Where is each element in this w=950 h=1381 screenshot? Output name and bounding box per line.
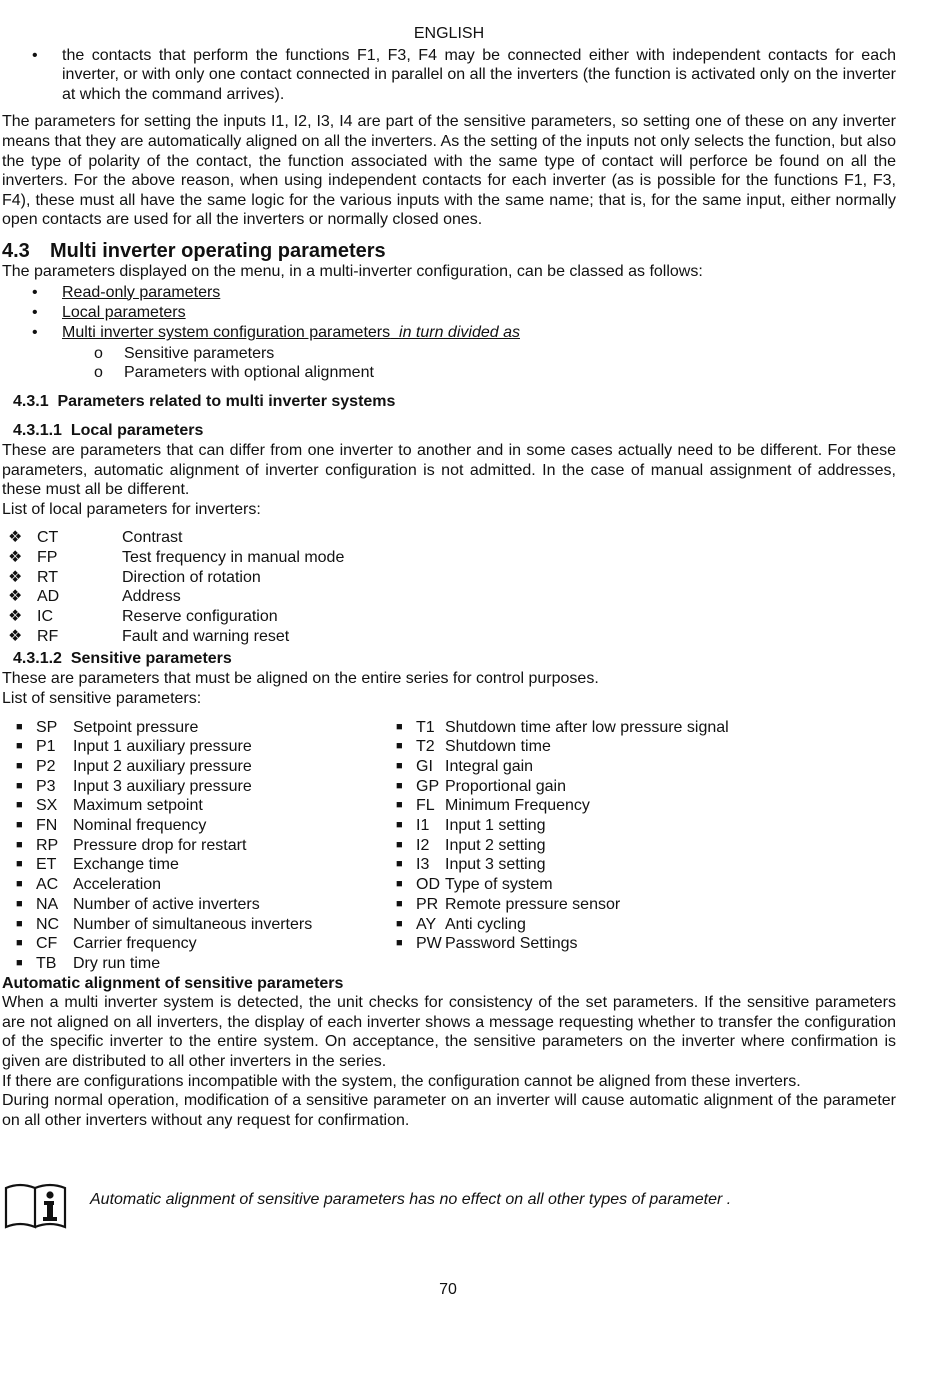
bullet-dot: • — [32, 46, 38, 64]
square-bullet-icon: ■ — [16, 917, 23, 930]
list-item: • Local parameters — [32, 303, 186, 321]
subsection-heading: 4.3.1 Parameters related to multi inverter systems — [13, 392, 396, 410]
list-item: ❖ AD Address — [8, 588, 181, 606]
sensitive-list-lead: List of sensitive parameters: — [2, 690, 202, 708]
diamond-bullet-icon: ❖ — [8, 549, 23, 566]
page-header: ENGLISH — [413, 25, 485, 42]
list-item: o Parameters with optional alignment — [94, 364, 374, 382]
info-note — [4, 1180, 904, 1230]
sensitive-text: These are parameters that must be aligned on the entire series for control purposes. — [2, 670, 599, 688]
section-lead: The parameters displayed on the menu, in a multi-inverter configuration, can be classed as follows: — [2, 262, 703, 280]
diamond-bullet-icon: ❖ — [8, 608, 23, 626]
square-bullet-icon: ■ — [396, 819, 403, 832]
intro-paragraph: The parameters for setting the inputs I1, I2, I3, I4 are part of the sensitive parameters, so setting one of these on any inverter means that they are automatically aligned on all the inverters. As the setting of the inputs not only selects the function, but also the type of polarity of the contact, the function associated with the same type of contact will perforce be found on all the inverters. For the above reason, when using independent contacts for each inverter (as is possible for the functions F1, F3, F4), these must all have the same logic for the various inputs with the same name; that is, for the same input, either normally open contacts are used for all the inverters or normally closed ones. — [2, 113, 896, 229]
square-bullet-icon: ■ — [16, 937, 23, 950]
diamond-bullet-icon: ❖ — [8, 568, 23, 586]
list-item: ❖ RF Fault and warning reset — [8, 627, 290, 645]
local-parameters-list — [2, 528, 896, 646]
square-bullet-icon: ■ — [396, 779, 403, 792]
parameter-classes — [2, 283, 896, 344]
square-bullet-icon: ■ — [396, 838, 403, 851]
sensitive-heading: 4.3.1.2 Sensitive parameters — [13, 650, 232, 668]
local-list-lead: List of local parameters for inverters: — [2, 500, 261, 518]
note-text: Automatic alignment of sensitive parameters has no effect on all other types of parameter . — [90, 1191, 732, 1208]
list-item: ❖ IC Reserve configuration — [8, 608, 278, 626]
page-number: 70 — [439, 1281, 457, 1298]
section-heading — [2, 240, 896, 262]
local-text: These are parameters that can differ from one inverter to another and in some cases actually need to be different. For these parameters, automatic alignment of inverter configuration is not admitted. In the case of manual assignment of addresses, these must all be different. — [2, 441, 896, 499]
list-item: ❖ RT Direction of rotation — [8, 568, 261, 586]
square-bullet-icon: ■ — [16, 878, 23, 891]
square-bullet-icon: ■ — [396, 878, 403, 891]
intro-bullet: • the contacts that perform the functions F1, F3, F4 may be connected either with independent contacts for each inverter, or with only one contact connected in parallel on all the inverters (the function is activated only on the inverter at which the command arrives). — [32, 46, 896, 103]
square-bullet-icon: ■ — [16, 740, 23, 753]
list-item: • Multi inverter system configuration parameters in turn divided as — [32, 324, 520, 342]
section-title: Multi inverter operating parameters — [50, 239, 386, 262]
square-bullet-icon: ■ — [16, 956, 23, 969]
auto-alignment-title: Automatic alignment of sensitive parameters — [2, 974, 344, 992]
list-item: o Sensitive parameters — [94, 344, 275, 362]
square-bullet-icon: ■ — [16, 760, 23, 772]
auto-alignment-p2: If there are configurations incompatible with the system, the configuration cannot be aligned from these inverters. — [2, 1072, 801, 1090]
auto-alignment-p1: When a multi inverter system is detected, the unit checks for consistency of the set parameters. If the sensitive parameters are not aligned on all inverters, the display of each inverter shows a message requesting whether to transfer the configuration of the specific inverter to the entire system. On acceptance, the sensitive parameters on the inverter where confirmation is given are distributed to all other inverters in the series. — [2, 994, 896, 1070]
square-bullet-icon: ■ — [396, 799, 403, 812]
list-item: • Read-only parameters — [32, 283, 221, 301]
book-info-icon — [4, 1180, 68, 1230]
square-bullet-icon: ■ — [396, 720, 403, 733]
diamond-bullet-icon: ❖ — [8, 529, 23, 547]
square-bullet-icon: ■ — [16, 779, 23, 792]
list-item: ❖ CT Contrast — [8, 529, 183, 547]
square-bullet-icon: ■ — [396, 937, 403, 950]
square-bullet-icon: ■ — [16, 858, 23, 871]
square-bullet-icon: ■ — [16, 838, 23, 851]
square-bullet-icon: ■ — [396, 917, 403, 930]
square-bullet-icon: ■ — [396, 740, 403, 753]
document-page — [2, 24, 896, 1130]
diamond-bullet-icon: ❖ — [8, 588, 23, 606]
square-bullet-icon: ■ — [16, 799, 23, 812]
list-item: ❖ FP Test frequency in manual mode — [8, 549, 345, 566]
square-bullet-icon: ■ — [16, 720, 23, 733]
square-bullet-icon: ■ — [16, 897, 23, 910]
square-bullet-icon: ■ — [16, 819, 23, 832]
square-bullet-icon: ■ — [396, 760, 403, 772]
local-heading: 4.3.1.1 Local parameters — [13, 421, 204, 439]
sensitive-parameters-list: ■ SP Setpoint pressure ■ P1 Input 1 auxiliary pressure ■ P2 Input 2 auxiliary pressure ■ P3 Input 3 auxiliary pressure ■ SX Maximum setpoint ■ FN Nominal frequency ■ RP Pressure drop for restart ■ ET Exchange time ■ AC Acceleration ■ NA Number of active inverters ■ NC Number of simultaneous inverters ■ CF Carrier frequency ■ TB Dry run time ■ T1 Shutdown time after low pressure signal ■ T2 Shutdown time ■ GI Integral gain ■ GP Proportional gain ■ FL Minimum Frequency ■ I1 Input 1 setting ■ I2 Input 2 setting ■ I3 Input 3 setting ■ OD Type of system ■ PR Remote pressure sensor ■ AY Anti cycling ■ PW Password Settings — [16, 718, 729, 972]
diamond-bullet-icon: ❖ — [8, 627, 23, 645]
square-bullet-icon: ■ — [396, 858, 403, 871]
section-number: 4.3 — [2, 239, 30, 262]
auto-alignment-p3: During normal operation, modification of a sensitive parameter on an inverter will cause automatic alignment of the parameter on all other inverters without any request for confirmation. — [2, 1092, 896, 1129]
square-bullet-icon: ■ — [396, 897, 403, 910]
